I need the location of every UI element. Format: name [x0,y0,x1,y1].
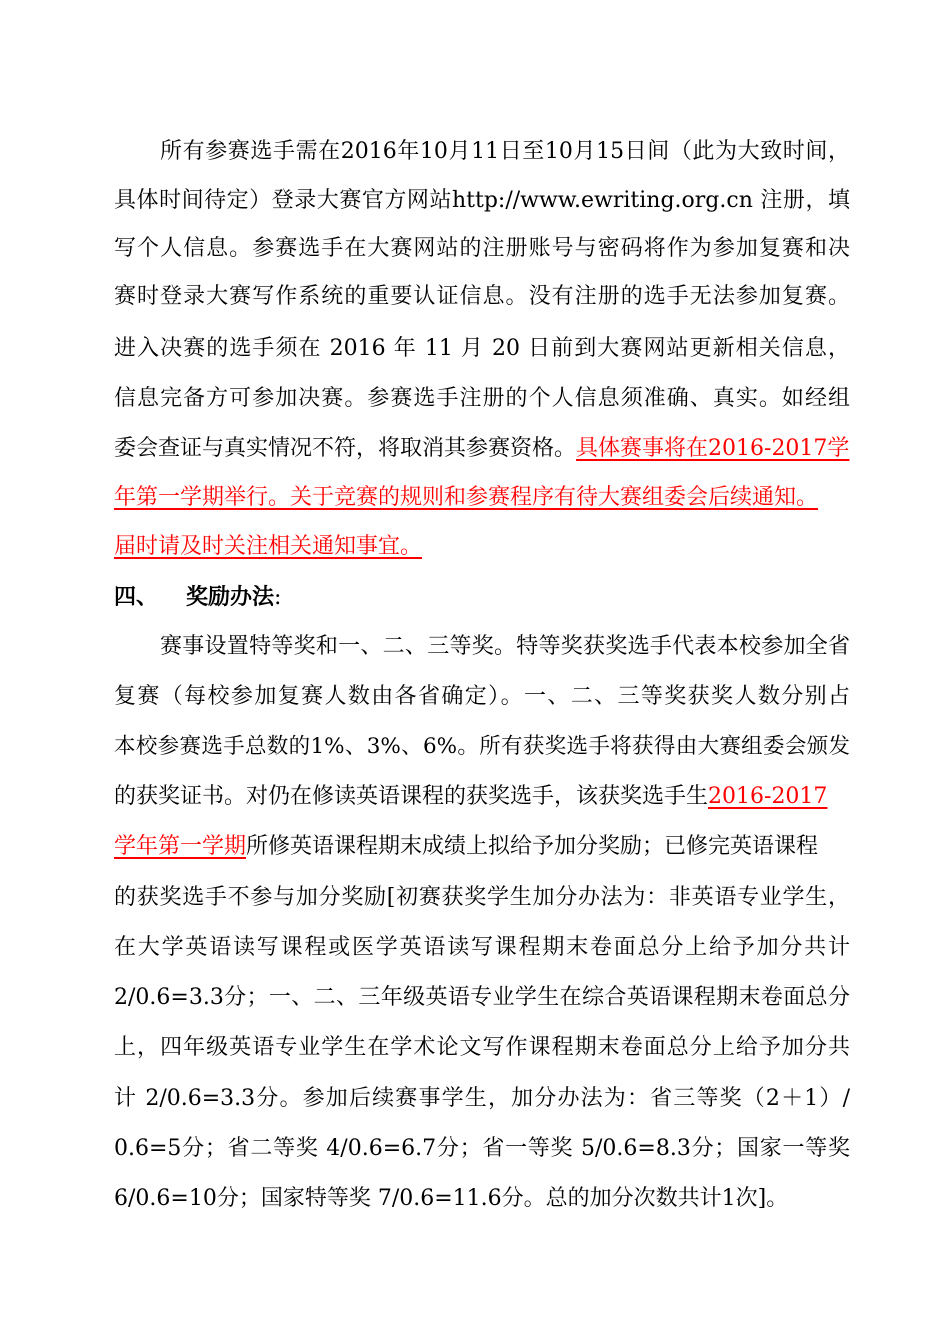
section-number: 四、 [114,584,159,610]
p1-line-9 [114,533,850,561]
p1-line-2: 具体时间待定）登录大赛官方网站http://www.ewriting.org.cn 注册，填 [114,188,850,213]
p2-line-3: 本校参赛选手总数的1%、3%、6%。所有获奖选手将获得由大赛组委会颁发 [114,734,850,759]
p2-highlight-term: 学年第一学期 [114,834,247,859]
p1-line-3: 写个人信息。参赛选手在大赛网站的注册账号与密码将作为参加复赛和决 [114,236,850,261]
p2-line-4 [114,783,850,811]
p2-line-5 [114,833,850,861]
p2-line-9: 上，四年级英语专业学生在学术论文写作课程期末卷面总分上给予加分共 [114,1035,850,1060]
p2-line-11: 0.6=5分；省二等奖 4/0.6=6.7分；省一等奖 5/0.6=8.3分；国家一等奖 [114,1136,850,1161]
p2-line-8: 2/0.6=3.3分；一、二、三年级英语专业学生在综合英语课程期末卷面总分 [114,985,850,1010]
p2-line-4-text: 的获奖证书。对仍在修读英语课程的获奖选手，该获奖选手生 [114,784,709,809]
section-title: 奖励办法 [186,584,275,610]
p1-line-8 [114,484,850,512]
p1-line-7 [114,435,850,463]
p2-line-12: 6/0.6=10分；国家特等奖 7/0.6=11.6分。总的加分次数共计1次]。 [114,1186,789,1211]
p2-line-1: 赛事设置特等奖和一、二、三等奖。特等奖获奖选手代表本校参加全省 [160,634,850,659]
p1-highlight-middle: 年第一学期举行。关于竞赛的规则和参赛程序有待大赛组委会后续通知。 [114,485,819,510]
p1-highlight-end: 届时请及时关注相关通知事宜。 [114,534,423,559]
p1-line-1: 所有参赛选手需在2016年10月11日至10月15日间（此为大致时间， [160,139,850,164]
p2-line-5-text: 所修英语课程期末成绩上拟给予加分奖励；已修完英语课程 [246,834,819,859]
p2-highlight-year: 2016-2017 [708,784,828,809]
p2-line-10: 计 2/0.6=3.3分。参加后续赛事学生，加分办法为：省三等奖（2＋1）/ [114,1086,850,1111]
p2-line-7: 在大学英语读写课程或医学英语读写课程期末卷面总分上给予加分共计 [114,935,850,960]
p1-line-4: 赛时登录大赛写作系统的重要认证信息。没有注册的选手无法参加复赛。 [114,284,850,309]
p1-line-6: 信息完备方可参加决赛。参赛选手注册的个人信息须准确、真实。如经组 [114,386,850,411]
section-colon: : [274,585,282,610]
p2-line-2: 复赛（每校参加复赛人数由各省确定）。一、二、三等奖获奖人数分别占 [114,684,850,709]
section-heading [114,583,850,612]
p1-line-5: 进入决赛的选手须在 2016 年 11 月 20 日前到大赛网站更新相关信息， [114,336,850,361]
p2-line-6: 的获奖选手不参与加分奖励[初赛获奖学生加分办法为：非英语专业学生， [114,885,850,910]
p1-line-7-text: 委会查证与真实情况不符，将取消其参赛资格。 [114,436,577,461]
p1-highlight-start: 具体赛事将在2016-2017学 [576,436,850,461]
